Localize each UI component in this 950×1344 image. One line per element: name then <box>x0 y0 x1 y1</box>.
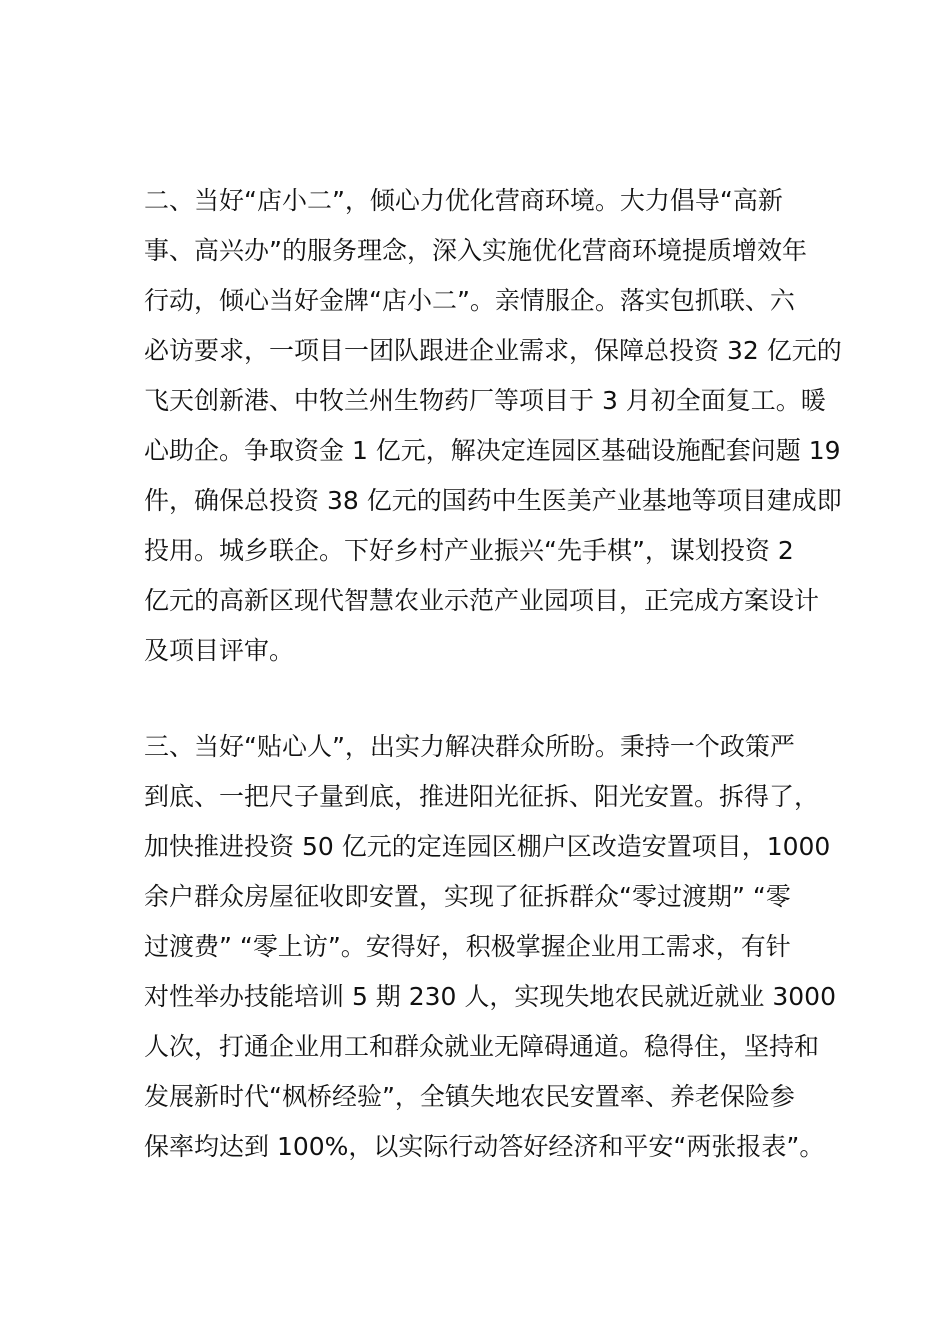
paragraph-line: 人次，打通企业用工和群众就业无障碍通道。稳得住，坚持和 <box>144 1032 820 1061</box>
paragraph-line: 事、高兴办”的服务理念，深入实施优化营商环境提质增效年 <box>144 236 807 265</box>
paragraph-line: 飞天创新港、中牧兰州生物药厂等项目于 3 月初全面复工。暖 <box>144 386 826 415</box>
paragraph-line: 到底、一把尺子量到底，推进阳光征拆、阳光安置。拆得了， <box>144 782 820 811</box>
paragraph-line: 过渡费” “零上访”。安得好，积极掌握企业用工需求，有针 <box>144 932 791 961</box>
paragraph-line: 加快推进投资 50 亿元的定连园区棚户区改造安置项目，1000 <box>144 832 831 861</box>
paragraph-line: 保率均达到 100%，以实际行动答好经济和平安“两张报表”。 <box>144 1132 825 1161</box>
paragraph-line: 亿元的高新区现代智慧农业示范产业园项目，正完成方案设计 <box>144 586 820 615</box>
paragraph-line: 对性举办技能培训 5 期 230 人，实现失地农民就近就业 3000 <box>144 982 836 1011</box>
paragraph-line: 行动，倾心当好金牌“店小二”。亲情服企。落实包抓联、六 <box>144 286 795 315</box>
paragraph-line: 余户群众房屋征收即安置，实现了征拆群众“零过渡期” “零 <box>144 882 791 911</box>
paragraph-line: 投用。城乡联企。下好乡村产业振兴“先手棋”，谋划投资 2 <box>144 536 794 565</box>
paragraph-line: 件，确保总投资 38 亿元的国药中生医美产业基地等项目建成即 <box>144 486 842 515</box>
paragraph-line: 二、当好“店小二”，倾心力优化营商环境。大力倡导“高新 <box>144 186 783 215</box>
paragraph-line: 必访要求，一项目一团队跟进企业需求，保障总投资 32 亿元的 <box>144 336 842 365</box>
paragraph-line: 心助企。争取资金 1 亿元，解决定连园区基础设施配套问题 19 <box>144 436 841 465</box>
paragraph-line: 及项目评审。 <box>144 636 295 665</box>
paragraph-line: 三、当好“贴心人”，出实力解决群众所盼。秉持一个政策严 <box>144 732 795 761</box>
paragraph-line: 发展新时代“枫桥经验”，全镇失地农民安置率、养老保险参 <box>144 1082 795 1111</box>
